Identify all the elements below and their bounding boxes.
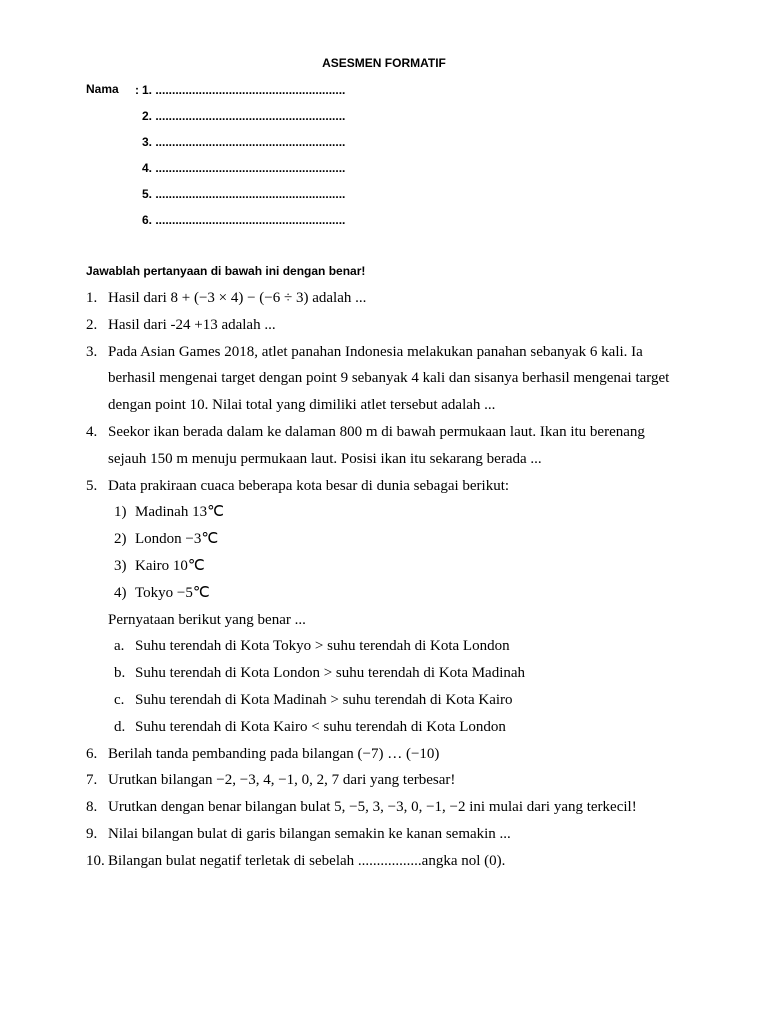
question-text: Urutkan bilangan −2, −3, 4, −1, 0, 2, 7 dari yang terbesar! <box>108 772 456 789</box>
option-label: b. <box>114 665 126 682</box>
question-number: 2. <box>86 316 98 333</box>
option-label: c. <box>114 691 125 708</box>
question-7 <box>86 767 686 794</box>
page-title: ASESMEN FORMATIF <box>322 56 446 70</box>
question-text: Pada Asian Games 2018, atlet panahan Indonesia melakukan panahan sebanyak 6 kali. Ia berhasil mengenai target dengan point 9 sebanyak 4 kali dan sisanya berhasil mengenai target dengan point 10. Nilai total yang dimiliki atlet tersebut adalah ... <box>108 343 670 414</box>
name-line-text: 2. ......................................................... <box>142 109 346 123</box>
answer-option <box>108 633 686 660</box>
question-3 <box>86 339 686 419</box>
item-text: London −3℃ <box>135 531 219 548</box>
question-text: Berilah tanda pembanding pada bilangan (−7) … (−10) <box>108 745 440 762</box>
name-label: Nama <box>86 82 119 96</box>
weather-item <box>108 499 686 526</box>
question-text: Seekor ikan berada dalam ke dalaman 800 m di bawah permukaan laut. Ikan itu berenang sejauh 150 m menuju permukaan laut. Posisi ikan itu sekarang berada ... <box>108 423 645 467</box>
question-9 <box>86 821 686 848</box>
answer-option <box>108 687 686 714</box>
name-line <box>135 108 345 134</box>
option-label: d. <box>114 718 126 735</box>
question-2 <box>86 312 686 339</box>
question-number: 3. <box>86 343 98 360</box>
answer-option <box>108 714 686 741</box>
question-1 <box>86 285 686 312</box>
question-number: 1. <box>86 290 98 306</box>
question-number: 8. <box>86 799 98 816</box>
item-label: 2) <box>114 531 127 548</box>
weather-item <box>108 580 686 607</box>
instruction: Jawablah pertanyaan di bawah ini dengan benar! <box>86 264 366 278</box>
question-text: Nilai bilangan bulat di garis bilangan semakin ke kanan semakin ... <box>108 825 511 842</box>
name-line <box>135 212 345 238</box>
weather-item <box>108 526 686 553</box>
question-10 <box>86 848 686 875</box>
name-line-text: 5. ......................................................... <box>142 187 346 201</box>
question-prompt: Pernyataan berikut yang benar ... <box>108 611 306 628</box>
question-list <box>86 285 686 875</box>
question-8 <box>86 794 686 821</box>
name-lines <box>135 82 345 238</box>
item-text: Kairo 10℃ <box>135 557 205 574</box>
name-line-text: 3. ......................................................... <box>142 135 346 149</box>
item-label: 3) <box>114 557 127 574</box>
weather-list <box>108 499 686 606</box>
option-text: Suhu terendah di Kota Kairo < suhu terendah di Kota London <box>135 718 506 735</box>
question-text: Urutkan dengan benar bilangan bulat 5, −5, 3, −3, 0, −1, −2 ini mulai dari yang terkecil! <box>108 799 637 816</box>
answer-option <box>108 660 686 687</box>
name-line-text: 6. ......................................................... <box>142 213 346 227</box>
item-label: 1) <box>114 504 127 521</box>
question-text: Data prakiraan cuaca beberapa kota besar di dunia sebagai berikut: <box>108 477 510 494</box>
item-text: Madinah 13℃ <box>135 504 224 521</box>
question-6 <box>86 741 686 768</box>
question-number: 9. <box>86 825 98 842</box>
name-line-text: 1. ......................................................... <box>142 83 346 97</box>
question-number: 7. <box>86 772 98 789</box>
option-text: Suhu terendah di Kota London > suhu terendah di Kota Madinah <box>135 665 526 682</box>
option-text: Suhu terendah di Kota Tokyo > suhu terendah di Kota London <box>135 638 510 655</box>
question-5 <box>86 473 686 741</box>
name-line <box>135 160 345 186</box>
question-number: 10. <box>86 852 105 869</box>
name-line <box>135 134 345 160</box>
weather-item <box>108 553 686 580</box>
name-line: : 1. ......................................................... <box>135 83 346 97</box>
answer-options <box>108 633 686 740</box>
option-text: Suhu terendah di Kota Madinah > suhu terendah di Kota Kairo <box>135 691 513 708</box>
name-line-text: 4. ......................................................... <box>142 161 346 175</box>
question-4 <box>86 419 686 473</box>
question-number: 6. <box>86 745 98 762</box>
question-number: 4. <box>86 423 98 440</box>
option-label: a. <box>114 638 125 655</box>
question-text: Bilangan bulat negatif terletak di sebelah .................angka nol (0). <box>108 852 506 869</box>
question-number: 5. <box>86 477 98 494</box>
item-text: Tokyo −5℃ <box>135 584 210 601</box>
item-label: 4) <box>114 584 127 601</box>
name-line <box>135 186 345 212</box>
question-text: Hasil dari 8 + (−3 × 4) − (−6 ÷ 3) adalah ... <box>108 290 367 306</box>
question-text: Hasil dari -24 +13 adalah ... <box>108 316 276 333</box>
